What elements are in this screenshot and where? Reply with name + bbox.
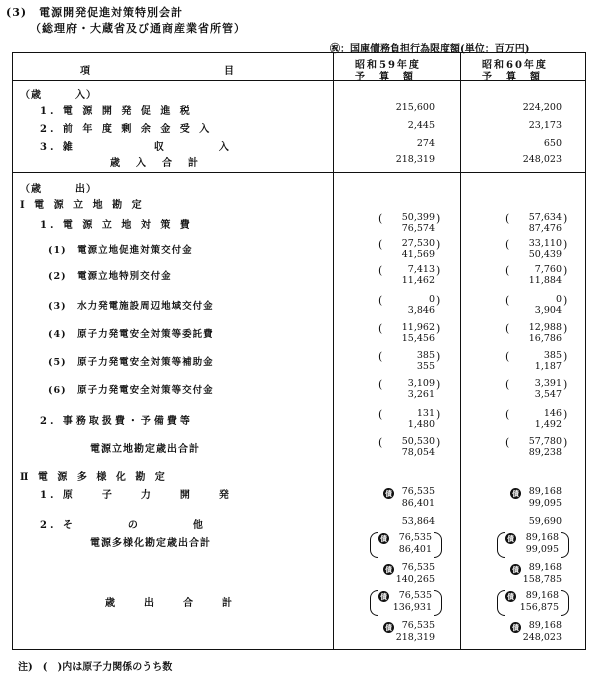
paren-close: ) [436, 212, 441, 225]
paren-open: ( [378, 238, 383, 251]
revenue-row-fy60: 224,200 [522, 102, 562, 113]
expenditure-row-fy60: 11,884 [528, 275, 562, 286]
expenditure-row-nuclear-fy59: 50,530 [401, 436, 435, 447]
paren-close: ) [436, 436, 441, 449]
col-header-fy60: 昭和60年度 [482, 60, 548, 71]
expenditure-row-nuclear-fy59: 27,530 [401, 238, 435, 249]
diversification-total2-fy59: 140,265 [395, 574, 435, 585]
grand-total-debt-fy59: 76,535 [398, 590, 432, 601]
other-fy59: 53,864 [401, 516, 435, 527]
col-divider-2 [460, 52, 461, 650]
expenditure-row-label: (6) 原子力発電安全対策等交付金 [48, 385, 214, 396]
paren-open: ( [378, 378, 383, 391]
paren-open: ( [378, 212, 383, 225]
revenue-row-fy60: 23,173 [528, 120, 562, 131]
paren-close: ) [436, 238, 441, 251]
expenditure-row-label: 2. 事務取扱費・予備費等 [40, 416, 193, 427]
paren-open: ( [378, 294, 383, 307]
revenue-divider [12, 172, 586, 173]
nuclear-dev-debt-fy60: 89,168 [528, 486, 562, 497]
diversification-total2-debt-fy60: 89,168 [528, 562, 562, 573]
paren-open: ( [378, 264, 383, 277]
other-label: 2. そ の 他 [40, 520, 206, 531]
debt-mark-icon: 債 [385, 489, 392, 498]
expenditure-row-fy59: 41,569 [401, 249, 435, 260]
paren-right-icon [561, 590, 569, 616]
paren-right-icon [561, 532, 569, 558]
paren-close: ) [436, 294, 441, 307]
paren-open: ( [505, 294, 510, 307]
expenditure-row-fy59: 355 [416, 361, 435, 372]
paren-open: ( [378, 322, 383, 335]
debt-mark-icon: 債 [512, 489, 519, 498]
grand-total-fy60: 156,875 [519, 602, 559, 613]
col-header-fy59-sub: 予 算 額 [355, 72, 415, 83]
paren-close: ) [436, 264, 441, 277]
paren-open: ( [378, 408, 383, 421]
expenditure-row-nuclear-fy59: 131 [416, 408, 435, 419]
expenditure-row-fy59: 1,480 [407, 419, 435, 430]
paren-close: ) [436, 322, 441, 335]
nuclear-dev-fy59: 86,401 [401, 498, 435, 509]
expenditure-row-nuclear-fy60: 385 [543, 350, 562, 361]
footnote: 注) ( )内は原子力関係のうち数 [18, 662, 173, 673]
expenditure-row-fy59: 76,574 [401, 223, 435, 234]
debt-mark-icon: 債 [385, 565, 392, 574]
expenditure-row-fy60: 87,476 [528, 223, 562, 234]
debt-mark-icon: 債 [507, 592, 514, 601]
revenue-row-fy60: 650 [543, 138, 562, 149]
paren-open: ( [505, 264, 510, 277]
expenditure-row-fy59: 78,054 [401, 447, 435, 458]
nuclear-dev-fy60: 99,095 [528, 498, 562, 509]
expenditure-row-label: (1) 電源立地促進対策交付金 [48, 245, 193, 256]
expenditure-row-fy60: 16,786 [528, 333, 562, 344]
debt-mark-icon: 債 [380, 534, 387, 543]
grand-total2-debt-fy59: 76,535 [401, 620, 435, 631]
grand-total-debt-fy60: 89,168 [525, 590, 559, 601]
expenditure-row-label: (3) 水力発電施設周辺地域交付金 [48, 301, 214, 312]
expenditure-row-fy60: 89,238 [528, 447, 562, 458]
unit-note: ㊗：国庫債務負担行為限度額(単位：百万円) [330, 44, 530, 55]
expenditure-row-fy59: 11,462 [401, 275, 435, 286]
expenditure-row-label: (4) 原子力発電安全対策等委託費 [48, 329, 214, 340]
expenditure-row-nuclear-fy59: 0 [428, 294, 435, 305]
expenditure-row-nuclear-fy60: 12,988 [528, 322, 562, 333]
debt-mark-icon: 債 [512, 623, 519, 632]
paren-close: ) [563, 350, 568, 363]
page-title: (3) 電源開発促進対策特別会計 [6, 6, 184, 19]
diversification-total-fy59: 86,401 [398, 544, 432, 555]
expenditure-row-fy60: 3,547 [534, 389, 562, 400]
paren-open: ( [505, 436, 510, 449]
paren-close: ) [563, 294, 568, 307]
expenditure-row-fy59: 15,456 [401, 333, 435, 344]
revenue-total-fy59: 218,319 [395, 154, 435, 165]
paren-open: ( [505, 212, 510, 225]
other-fy60: 59,690 [528, 516, 562, 527]
diversification-total2-debt-fy59: 76,535 [401, 562, 435, 573]
paren-close: ) [563, 322, 568, 335]
col-header-fy59: 昭和59年度 [355, 60, 421, 71]
expenditure-row-nuclear-fy60: 0 [555, 294, 562, 305]
revenue-row-label: 3. 雑 収 入 [40, 142, 232, 153]
expenditure-row-fy60: 1,187 [534, 361, 562, 372]
expenditure-row-fy60: 50,439 [528, 249, 562, 260]
paren-close: ) [563, 264, 568, 277]
paren-right-icon [434, 532, 442, 558]
grand-total2-fy60: 248,023 [522, 632, 562, 643]
revenue-row-fy59: 2,445 [407, 120, 435, 131]
expenditure-row-nuclear-fy59: 11,962 [401, 322, 435, 333]
expenditure-row-label: (5) 原子力発電安全対策等補助金 [48, 357, 214, 368]
paren-close: ) [436, 378, 441, 391]
page-subtitle: （総理府・大蔵省及び通商産業省所管） [30, 22, 246, 35]
paren-open: ( [378, 350, 383, 363]
expenditure-row-nuclear-fy60: 33,110 [528, 238, 562, 249]
paren-right-icon [434, 590, 442, 616]
col-divider-1 [333, 52, 334, 650]
revenue-row-fy59: 274 [416, 138, 435, 149]
expenditure-row-label: (2) 電源立地特別交付金 [48, 271, 172, 282]
paren-close: ) [436, 408, 441, 421]
expenditure-row-nuclear-fy60: 57,780 [528, 436, 562, 447]
grand-total-fy59: 136,931 [392, 602, 432, 613]
diversification-total-debt-fy60: 89,168 [525, 532, 559, 543]
revenue-total-label: 歳 入 合 計 [110, 158, 201, 169]
expenditure-row-label: 1. 電 源 立 地 対 策 費 [40, 220, 193, 231]
expenditure-row-label: 電源立地勘定歳出合計 [90, 444, 200, 455]
account-1-label: Ⅰ 電 源 立 地 勘 定 [20, 200, 145, 211]
grand-total2-fy59: 218,319 [395, 632, 435, 643]
revenue-row-label: 2. 前 年 度 剰 余 金 受 入 [40, 124, 213, 135]
nuclear-dev-label: 1. 原 子 力 開 発 [40, 490, 232, 501]
account-2-label: Ⅱ 電 源 多 様 化 勘 定 [20, 472, 168, 483]
nuclear-dev-debt-fy59: 76,535 [401, 486, 435, 497]
debt-mark-icon: 債 [507, 534, 514, 543]
revenue-row-fy59: 215,600 [395, 102, 435, 113]
expenditure-row-fy60: 3,904 [534, 305, 562, 316]
paren-close: ) [563, 408, 568, 421]
diversification-total2-fy60: 158,785 [522, 574, 562, 585]
revenue-total-fy60: 248,023 [522, 154, 562, 165]
col-header-fy60-sub: 予 算 額 [482, 72, 542, 83]
debt-mark-icon: 債 [380, 592, 387, 601]
paren-close: ) [563, 436, 568, 449]
expenditure-row-nuclear-fy59: 385 [416, 350, 435, 361]
expenditure-row-nuclear-fy60: 57,634 [528, 212, 562, 223]
paren-open: ( [505, 238, 510, 251]
expenditure-row-nuclear-fy59: 7,413 [407, 264, 435, 275]
expenditure-row-nuclear-fy60: 146 [543, 408, 562, 419]
revenue-section-label: （歳 入） [20, 90, 97, 101]
expenditure-row-nuclear-fy60: 7,760 [534, 264, 562, 275]
diversification-total-label: 電源多様化勘定歳出合計 [90, 538, 211, 549]
paren-open: ( [505, 408, 510, 421]
revenue-row-label: 1. 電 源 開 発 促 進 税 [40, 106, 193, 117]
expenditure-row-nuclear-fy59: 3,109 [407, 378, 435, 389]
expenditure-row-fy60: 1,492 [534, 419, 562, 430]
paren-close: ) [436, 350, 441, 363]
col-header-item: 項 目 [80, 66, 236, 77]
debt-mark-icon: 債 [512, 565, 519, 574]
paren-close: ) [563, 238, 568, 251]
paren-open: ( [505, 322, 510, 335]
diversification-total-debt-fy59: 76,535 [398, 532, 432, 543]
expenditure-section-label: （歳 出） [20, 184, 97, 195]
debt-mark-icon: 債 [385, 623, 392, 632]
paren-open: ( [378, 436, 383, 449]
paren-open: ( [505, 350, 510, 363]
paren-open: ( [505, 378, 510, 391]
paren-close: ) [563, 378, 568, 391]
paren-close: ) [563, 212, 568, 225]
expenditure-row-nuclear-fy60: 3,391 [534, 378, 562, 389]
expenditure-row-nuclear-fy59: 50,399 [401, 212, 435, 223]
diversification-total-fy60: 99,095 [525, 544, 559, 555]
grand-total2-debt-fy60: 89,168 [528, 620, 562, 631]
expenditure-row-fy59: 3,261 [407, 389, 435, 400]
grand-total-label: 歳 出 合 計 [105, 598, 235, 609]
expenditure-row-fy59: 3,846 [407, 305, 435, 316]
